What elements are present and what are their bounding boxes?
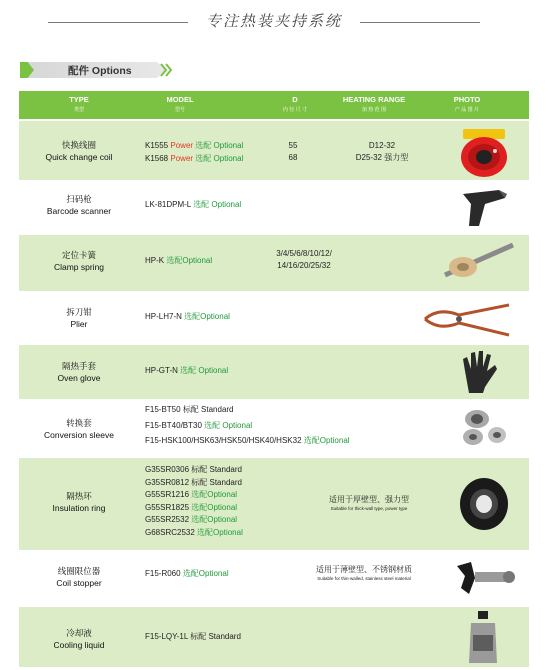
table-row	[19, 291, 529, 343]
size-list: 3/4/5/6/8/10/12/ 14/16/20/25/32	[276, 249, 332, 270]
table-row	[19, 605, 529, 667]
table-row	[19, 399, 529, 456]
table-row	[19, 119, 529, 180]
type-cell: 拆刀钳 Plier	[66, 307, 92, 329]
header-model: MODEL 型号	[166, 95, 194, 113]
page-title: 专注热装夹持系统	[205, 12, 342, 30]
type-cell: 冷却液 Cooling liquid	[53, 628, 105, 650]
model-cell: G35SR0306 标配 Standard G35SR0812 标配 Standard G55SR1216 选配Optional G55SR1825 选配Optional G55SR2532 选配Optional G68SRC2532 选配Optional	[145, 465, 243, 537]
model-cell: K1555 Power 选配 Optional K1568 Power 选配 Optional	[145, 141, 244, 163]
type-cell: 转换套 Conversion sleeve	[44, 418, 114, 440]
type-cell: 线圈限位器 Coil stopper	[56, 566, 102, 588]
section-tag	[20, 62, 170, 78]
coil-image	[455, 127, 513, 184]
model-cell: HP-GT-N 选配 Optional	[145, 366, 229, 375]
table-row	[19, 343, 529, 399]
model-cell: HP-K 选配Optional	[145, 256, 213, 265]
type-cell: 扫码枪 Barcode scanner	[46, 194, 112, 216]
header-photo: PHOTO 产 品 图 片	[453, 95, 481, 113]
model-cell: F15-LQY-1L 标配 Standard	[145, 632, 241, 641]
header-heating-range: HEATING RANGE 加 热 范 围	[342, 95, 406, 113]
header-d: D 内 径 尺 寸	[282, 95, 308, 113]
model-cell: F15-R060 选配Optional	[145, 569, 229, 578]
cooling-liquid-image	[463, 609, 503, 670]
table-header	[19, 91, 529, 119]
model-cell: F15-BT50 标配 Standard F15-BT40/BT30 选配 Optional F15-HSK100/HSK63/HSK50/HSK40/HSK32 选配Optional	[145, 405, 350, 445]
barcode-scanner-image	[455, 186, 513, 235]
plier-image	[419, 299, 519, 344]
coil-stopper-image	[449, 556, 519, 605]
type-cell: 定位卡簧 Clamp spring	[53, 250, 105, 272]
section-label: 配件 Options	[68, 65, 132, 77]
table-row	[19, 550, 529, 605]
heating-range-cell: D12-32 D25-32 强力型	[355, 141, 409, 162]
double-chevron-icon	[160, 62, 172, 78]
note-cell: 适用于厚壁型、强力型 Suitable for thick-wall type, power type	[329, 495, 409, 511]
table-row	[19, 180, 529, 233]
table-row	[19, 456, 529, 550]
options-table	[19, 91, 529, 667]
clamp-spring-image	[439, 239, 519, 290]
insulation-ring-image	[455, 474, 513, 539]
model-cell: LK-81DPM-L 选配 Optional	[145, 200, 242, 209]
table-row	[19, 233, 529, 291]
type-cell: 隔热环 Insulation ring	[52, 491, 106, 513]
note-cell: 适用于薄壁型、不锈钢材质 Suitable for thin-walled, stainless steel material	[316, 565, 412, 581]
type-cell: 快换线圈 Quick change coil	[45, 140, 113, 162]
header-type: TYPE 类型	[69, 95, 89, 113]
model-cell: HP-LH7-N 选配Optional	[145, 312, 230, 321]
type-cell: 隔热手套 Oven glove	[57, 361, 101, 383]
header-rule-right	[360, 22, 480, 23]
conversion-sleeve-image	[455, 405, 513, 454]
d-cell: 55 68	[288, 141, 298, 162]
oven-glove-image	[455, 347, 505, 402]
